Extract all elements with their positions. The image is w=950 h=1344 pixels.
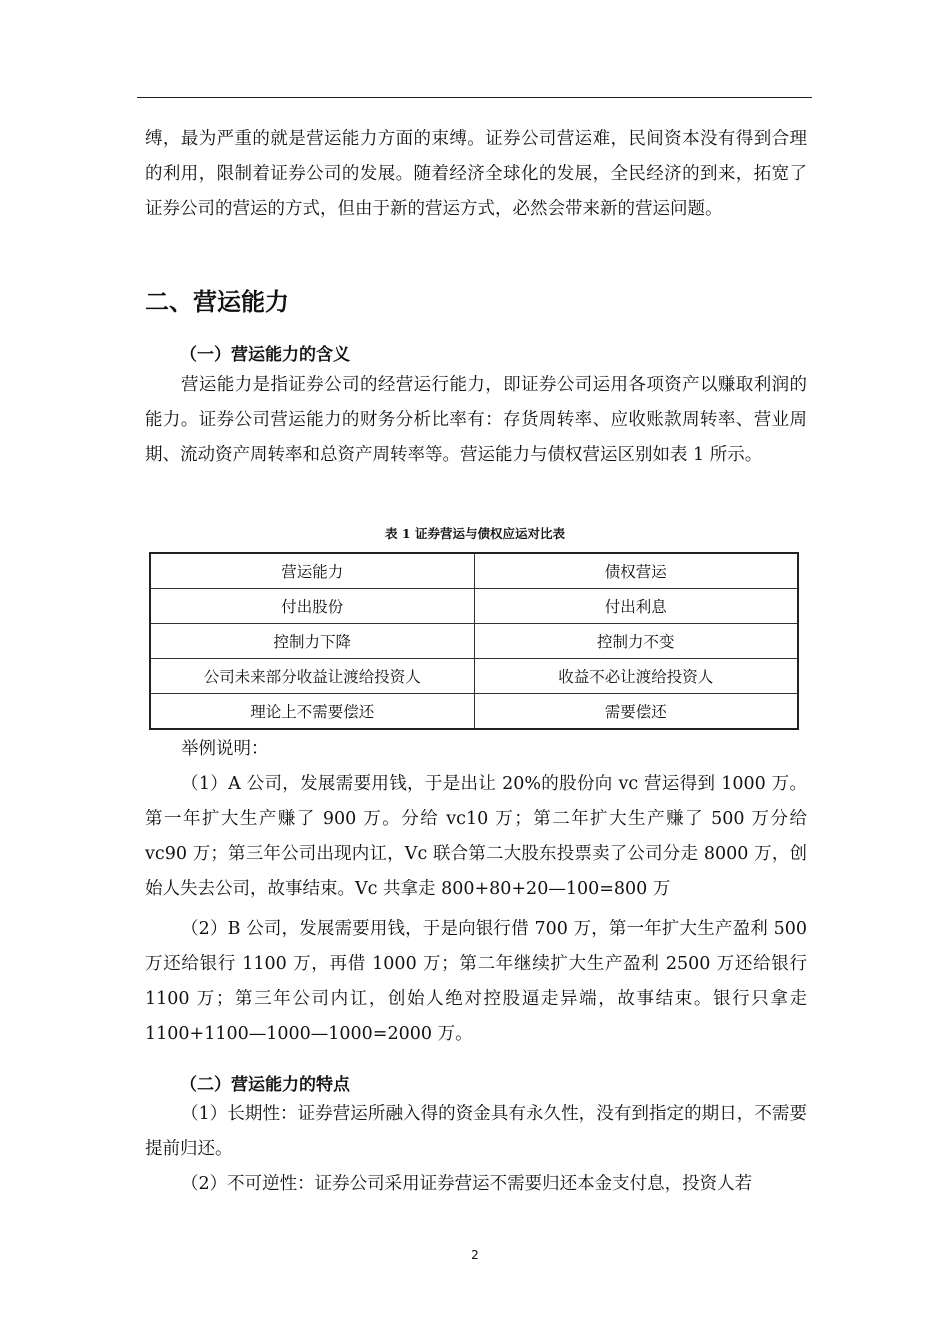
table-row	[150, 624, 798, 659]
subsection-title-2: （二）营运能力的特点	[180, 1075, 350, 1095]
subsection-title-1: （一）营运能力的含义	[180, 345, 350, 365]
table-cell: 控制力不变	[474, 624, 798, 659]
table-cell: 需要偿还	[474, 694, 798, 730]
table-row	[150, 589, 798, 624]
feature-2-paragraph: （2）不可逆性：证券公司采用证券营运不需要归还本金支付息，投资人若	[181, 1174, 753, 1194]
table-cell: 公司未来部分收益让渡给投资人	[150, 659, 474, 694]
table-cell: 营运能力	[150, 553, 474, 589]
table-cell: 收益不必让渡给投资人	[474, 659, 798, 694]
definition-paragraph: 营运能力是指证券公司的经营运行能力，即证券公司运用各项资产以赚取利润的能力。证券公司营运能力的财务分析比率有：存货周转率、应收账款周转率、营业周期、流动资产周转率和总资产周转率等。营运能力与债权营运区别如表 1 所示。	[145, 375, 807, 465]
intro-paragraph: 缚，最为严重的就是营运能力方面的束缚。证券公司营运难，民间资本没有得到合理的利用，限制着证券公司的发展。随着经济全球化的发展，全民经济的到来，拓宽了证券公司的营运的方式，但由于新的营运方式，必然会带来新的营运问题。	[145, 129, 807, 219]
example-label: 举例说明：	[181, 739, 269, 759]
table-cell: 控制力下降	[150, 624, 474, 659]
section-title: 二、营运能力	[145, 288, 289, 316]
table-cell: 债权营运	[474, 553, 798, 589]
table-row	[150, 659, 798, 694]
table-cell: 理论上不需要偿还	[150, 694, 474, 730]
comparison-table	[149, 552, 799, 730]
table-row	[150, 694, 798, 730]
example-1-paragraph: （1）A 公司，发展需要用钱，于是出让 20%的股份向 vc 营运得到 1000 万。第一年扩大生产赚了 900 万。分给 vc10 万；第二年扩大生产赚了 500 万分给 vc90 万；第三年公司出现内讧，Vc 联合第二大股东投票卖了公司分走 8000 万，创始人失去公司，故事结束。Vc 共拿走 800+80+20—100=800 万	[145, 774, 807, 899]
table-cell: 付出股份	[150, 589, 474, 624]
feature-1-paragraph: （1）长期性：证券营运所融入得的资金具有永久性，没有到指定的期日，不需要提前归还。	[145, 1104, 807, 1159]
example-2-paragraph: （2）B 公司，发展需要用钱，于是向银行借 700 万，第一年扩大生产盈利 500 万还给银行 1100 万，再借 1000 万；第二年继续扩大生产盈利 2500 万还给银行 1100 万；第三年公司内讧，创始人绝对控股逼走异端，故事结束。银行只拿走 1100+1100—1000—1000=2000 万。	[145, 919, 807, 1044]
table-row	[150, 553, 798, 589]
table-cell: 付出利息	[474, 589, 798, 624]
table-caption: 表 1 证券营运与债权应运对比表	[385, 526, 565, 541]
header-rule	[137, 97, 812, 98]
page-number: 2	[471, 1248, 479, 1262]
